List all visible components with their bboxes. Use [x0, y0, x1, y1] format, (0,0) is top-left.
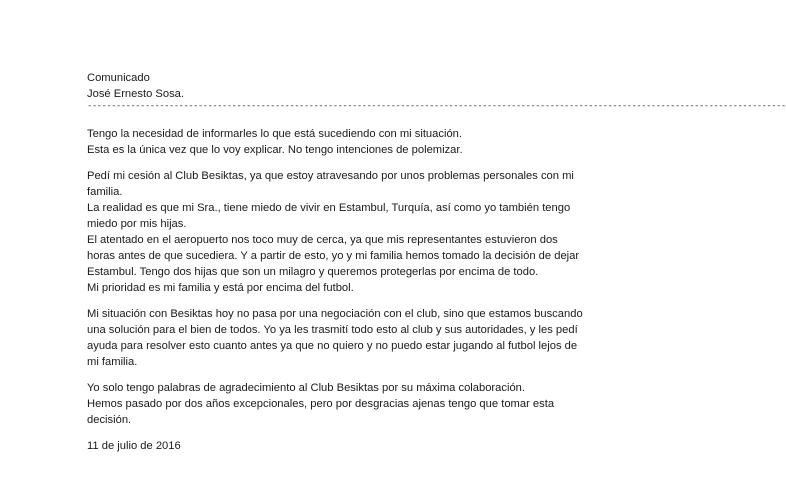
document-date: 11 de julio de 2016: [87, 440, 181, 452]
paragraph-line: Tengo la necesidad de informarles lo que está sucediendo con mi situación.: [87, 128, 463, 140]
paragraph-line: decisión.: [87, 414, 132, 426]
paragraph-line: mi familia.: [87, 356, 138, 368]
paragraph-line: El atentado en el aeropuerto nos toco muy de cerca, ya que mis representantes estuvieron dos: [87, 234, 558, 246]
paragraph-2: [87, 168, 580, 296]
paragraph-line: Mi situación con Besiktas hoy no pasa por una negociación con el club, sino que estamos buscando: [87, 308, 583, 320]
paragraph-line: Mi prioridad es mi familia y está por encima del futbol.: [87, 282, 354, 294]
paragraph-1: [87, 126, 557, 158]
dashed-separator: -------------------------------------------------------------------------------------------------------------------------------------------------: [87, 101, 786, 111]
paragraph-line: ayuda para resolver esto cuanto antes ya que no quiero y no puedo estar jugando al futbol lejos de: [87, 340, 578, 352]
author-name: José Ernesto Sosa.: [87, 88, 185, 100]
paragraph-line: miedo por mis hijas.: [87, 218, 187, 230]
paragraph-line: una solución para el bien de todos. Yo ya les trasmití todo esto al club y sus autoridades, y les pedí: [87, 324, 578, 336]
paragraph-4: [87, 380, 557, 428]
paragraph-3: [87, 306, 583, 370]
paragraph-line: Pedí mi cesión al Club Besiktas, ya que estoy atravesando por unos problemas personales con mi: [87, 170, 574, 182]
paragraph-line: Yo solo tengo palabras de agradecimiento al Club Besiktas por su máxima colaboración.: [87, 382, 526, 394]
document-title: Comunicado: [87, 72, 150, 84]
paragraph-line: horas antes de que sucediera. Y a partir de esto, yo y mi familia hemos tomado la decisión de dejar: [87, 250, 580, 262]
paragraph-line: Estambul. Tengo dos hijas que son un milagro y queremos protegerlas por encima de todo.: [87, 266, 539, 278]
paragraph-line: Esta es la única vez que lo voy explicar. No tengo intenciones de polemizar.: [87, 144, 463, 156]
paragraph-line: La realidad es que mi Sra., tiene miedo de vivir en Estambul, Turquía, así como yo también tengo: [87, 202, 571, 214]
document-body: [87, 70, 786, 454]
paragraph-line: Hemos pasado por dos años excepcionales, pero por desgracias ajenas tengo que tomar esta: [87, 398, 555, 410]
paragraph-line: familia.: [87, 186, 123, 198]
